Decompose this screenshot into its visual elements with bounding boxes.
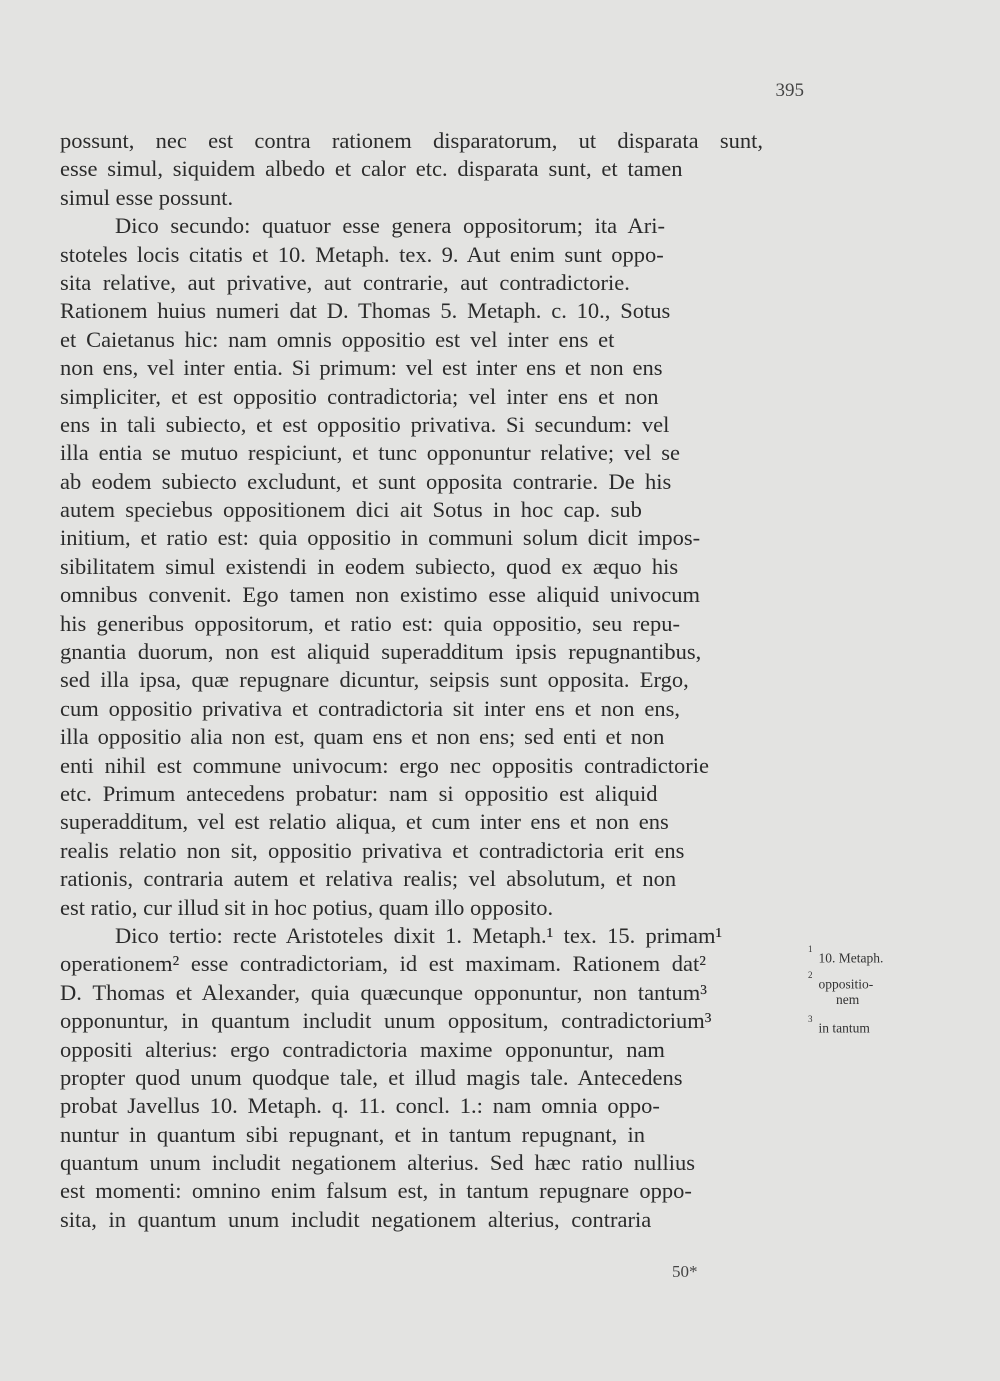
text-line: simpliciter, et est oppositio contradictoria; vel inter ens et non <box>60 383 659 409</box>
text-line: est momenti: omnino enim falsum est, in tantum repugnare oppo- <box>60 1178 692 1204</box>
marginal-note-continuation: nem <box>836 992 860 1007</box>
text-line: simul esse possunt. <box>60 184 234 210</box>
text-line: enti nihil est commune univocum: ergo nec oppositis contradictorie <box>60 752 709 778</box>
text-line: non ens, vel inter entia. Si primum: vel est inter ens et non ens <box>60 355 663 381</box>
text-line: sibilitatem simul existendi in eodem subiecto, quod ex æquo his <box>60 553 679 579</box>
text-line: quantum unum includit negationem alterius. Sed hæc ratio nullius <box>60 1150 696 1176</box>
text-line: Dico secundo: quatuor esse genera oppositorum; ita Ari- <box>115 213 665 239</box>
text-line: est ratio, cur illud sit in hoc potius, quam illo opposito. <box>60 894 554 920</box>
text-line: autem speciebus oppositionem dici ait Sotus in hoc cap. sub <box>60 497 642 523</box>
text-line: Rationem huius numeri dat D. Thomas 5. Metaph. c. 10., Sotus <box>60 298 671 324</box>
body-text <box>60 127 763 1234</box>
text-line: possunt, nec est contra rationem disparatorum, ut disparata sunt, <box>60 128 763 153</box>
text-line: D. Thomas et Alexander, quia quæcunque opponuntur, non tantum³ <box>60 979 708 1005</box>
marginal-note: $^1$10. Metaph. <box>808 944 884 966</box>
text-line: realis relatio non sit, oppositio privativa et contradictoria erit ens <box>60 837 685 863</box>
text-line: sita, in quantum unum includit negationem alterius, contraria <box>60 1206 652 1232</box>
text-line: Dico tertio: recte Aristoteles dixit 1. Metaph.¹ tex. 15. primam¹ <box>115 922 723 948</box>
text-line: nuntur in quantum sibi repugnant, et in tantum repugnant, in <box>60 1121 646 1147</box>
text-line: rationis, contraria autem et relativa realis; vel absolutum, et non <box>60 866 677 892</box>
text-line: oppositi alterius: ergo contradictoria maxime opponuntur, nam <box>60 1036 665 1062</box>
text-line: et Caietanus hic: nam omnis oppositio est vel inter ens et <box>60 326 615 352</box>
text-line: propter quod unum quodque tale, et illud magis tale. Antecedens <box>60 1064 683 1090</box>
marginal-note: $^3$in tantum <box>808 1014 870 1036</box>
text-line: sita relative, aut privative, aut contrarie, aut contradictorie. <box>60 269 630 295</box>
text-line: omnibus convenit. Ego tamen non existimo esse aliquid univocum <box>60 582 701 608</box>
page-number: 395 <box>775 80 804 101</box>
text-line: etc. Primum antecedens probatur: nam si oppositio est aliquid <box>60 780 658 806</box>
text-line: initium, et ratio est: quia oppositio in communi solum dicit impos- <box>60 525 701 551</box>
text-line: probat Javellus 10. Metaph. q. 11. concl. 1.: nam omnia oppo- <box>60 1093 660 1119</box>
text-line: his generibus oppositorum, et ratio est: quia oppositio, seu repu- <box>60 610 681 636</box>
text-line: ens in tali subiecto, et est oppositio privativa. Si secundum: vel <box>60 411 670 437</box>
text-line: superadditum, vel est relatio aliqua, et cum inter ens et non ens <box>60 809 669 835</box>
text-line: opponuntur, in quantum includit unum oppositum, contradictorium³ <box>60 1008 712 1034</box>
text-line: operationem² esse contradictoriam, id est maximam. Rationem dat² <box>60 951 706 977</box>
text-line: ab eodem subiecto excludunt, et sunt opposita contrarie. De his <box>60 468 672 494</box>
marginal-notes <box>808 941 883 1037</box>
text-line: illa entia se mutuo respiciunt, et tunc opponuntur relative; vel se <box>60 440 680 466</box>
marginal-note: $^2$oppositio- <box>808 970 874 992</box>
text-line: stoteles locis citatis et 10. Metaph. tex. 9. Aut enim sunt oppo- <box>60 241 664 267</box>
text-line: illa oppositio alia non est, quam ens et non ens; sed enti et non <box>60 724 665 750</box>
text-line: cum oppositio privativa et contradictoria sit inter ens et non ens, <box>60 695 680 721</box>
signature-mark: 50* <box>672 1262 698 1281</box>
text-line: gnantia duorum, non est aliquid superadditum ipsis repugnantibus, <box>60 639 702 665</box>
text-line: esse simul, siquidem albedo et calor etc. disparata sunt, et tamen <box>60 156 683 182</box>
text-line: sed illa ipsa, quæ repugnare dicuntur, seipsis sunt opposita. Ergo, <box>60 667 689 693</box>
